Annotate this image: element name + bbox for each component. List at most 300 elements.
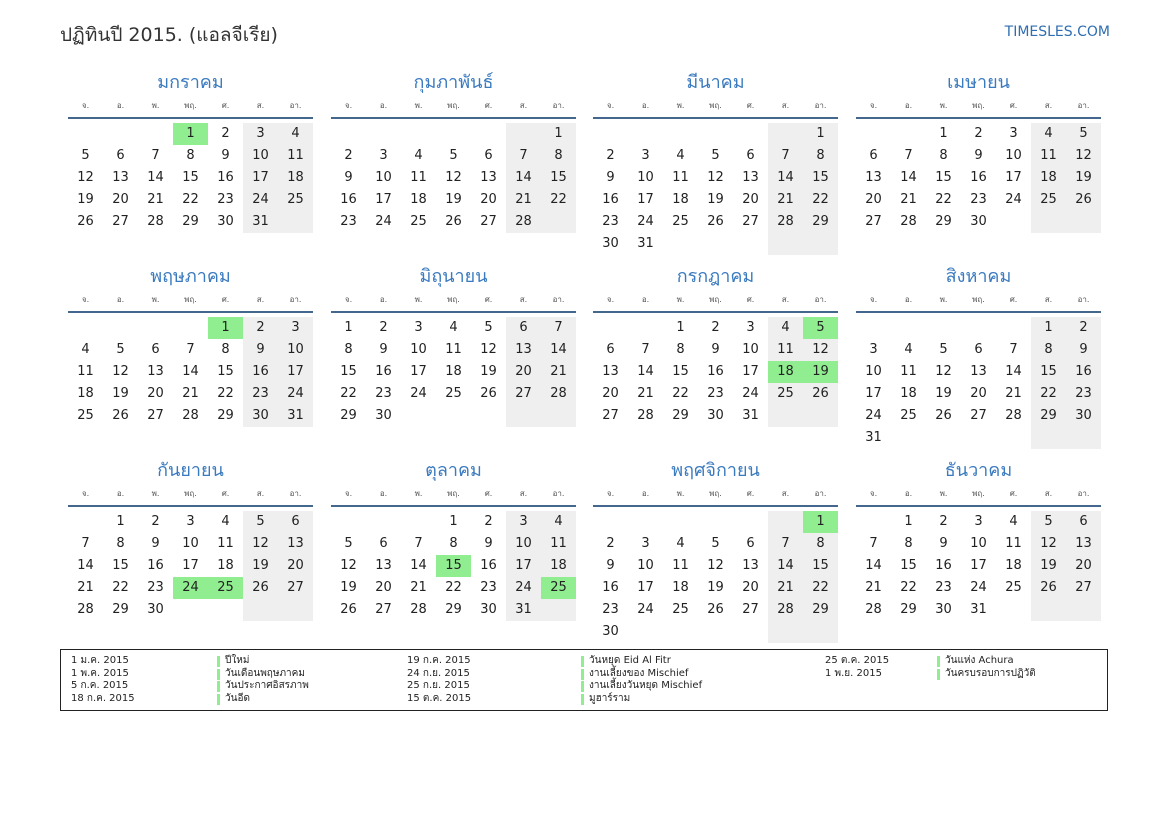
day-cell: 9 <box>221 148 230 163</box>
day-cell: 26 <box>1031 577 1066 599</box>
day-cell: 7 <box>151 148 160 163</box>
month-block <box>68 71 313 233</box>
day-cell: 4 <box>1031 123 1066 145</box>
weekday-label: ส. <box>1044 101 1053 110</box>
day-cell: 6 <box>746 148 755 163</box>
day-cell: 15 <box>217 364 234 379</box>
month-name: พฤศจิกายน <box>671 460 760 481</box>
day-cell: 23 <box>480 580 497 595</box>
day-cell: 8 <box>344 342 353 357</box>
day-cell: 28 <box>410 602 427 617</box>
day-cell: 25 <box>672 602 689 617</box>
day-cell: 21 <box>768 189 803 211</box>
day-cell: 9 <box>711 342 720 357</box>
day-cell: 7 <box>541 317 576 339</box>
day-cell: 16 <box>602 192 619 207</box>
blank-cell <box>401 405 436 427</box>
holiday-name: งานเลี้ยงของ Mischief <box>589 667 689 679</box>
holiday-marker <box>581 669 584 680</box>
day-cell: 26 <box>243 577 278 599</box>
day-cell: 31 <box>278 405 313 427</box>
day-cell: 12 <box>340 558 357 573</box>
day-cell: 21 <box>541 361 576 383</box>
day-cell: 9 <box>939 536 948 551</box>
day-cell: 3 <box>641 148 650 163</box>
holiday-marker <box>217 656 220 667</box>
month-block <box>856 265 1101 449</box>
weekday-header <box>593 485 838 500</box>
day-cell: 6 <box>869 148 878 163</box>
day-cell: 14 <box>865 558 882 573</box>
day-cell: 8 <box>541 145 576 167</box>
blank-cell <box>698 233 733 255</box>
day-cell: 25 <box>1031 189 1066 211</box>
blank-cell <box>996 599 1031 621</box>
weekday-label: พ. <box>676 295 685 304</box>
day-cell: 21 <box>865 580 882 595</box>
day-cell: 9 <box>606 170 615 185</box>
day-cell: 4 <box>449 320 458 335</box>
day-grid <box>593 511 838 643</box>
holiday-marker <box>217 681 220 692</box>
holiday-day-cell: 25 <box>541 577 576 599</box>
day-cell: 21 <box>637 386 654 401</box>
day-cell: 22 <box>445 580 462 595</box>
day-cell: 5 <box>81 148 90 163</box>
day-cell: 18 <box>217 558 234 573</box>
day-cell: 17 <box>506 555 541 577</box>
day-cell: 28 <box>541 383 576 405</box>
weekday-label: ศ. <box>221 295 230 304</box>
day-cell: 22 <box>541 189 576 211</box>
day-cell: 12 <box>1066 145 1101 167</box>
month-name: มีนาคม <box>686 72 745 93</box>
blank-cell <box>628 123 663 145</box>
weekday-label: พฤ. <box>447 489 460 498</box>
blank-cell <box>593 317 628 339</box>
day-cell: 24 <box>865 408 882 423</box>
header-rule <box>856 505 1101 507</box>
blank-cell <box>803 621 838 643</box>
blank-cell <box>803 233 838 255</box>
day-cell: 12 <box>1031 533 1066 555</box>
day-cell: 22 <box>112 580 129 595</box>
day-cell: 11 <box>217 536 234 551</box>
day-cell: 16 <box>340 192 357 207</box>
weekday-label: ส. <box>519 295 528 304</box>
blank-cell <box>593 123 628 145</box>
day-cell: 12 <box>707 558 724 573</box>
day-cell: 15 <box>803 555 838 577</box>
weekday-label: อา. <box>814 295 827 304</box>
day-cell: 8 <box>676 342 685 357</box>
day-cell: 11 <box>1005 536 1022 551</box>
day-grid <box>68 511 313 621</box>
day-cell: 3 <box>641 536 650 551</box>
holiday-name: มูฮาร์ราม <box>589 692 631 704</box>
day-cell: 11 <box>900 364 917 379</box>
weekday-label: ศ. <box>484 489 493 498</box>
day-cell: 4 <box>1009 514 1018 529</box>
header-rule <box>593 117 838 119</box>
month-name: ธันวาคม <box>944 460 1013 481</box>
day-cell: 23 <box>970 192 987 207</box>
blank-cell <box>471 405 506 427</box>
blank-cell <box>366 123 401 145</box>
day-cell: 19 <box>77 192 94 207</box>
weekday-label: ศ. <box>484 101 493 110</box>
weekday-label: อา. <box>552 295 565 304</box>
day-cell: 29 <box>112 602 129 617</box>
day-cell: 6 <box>606 342 615 357</box>
weekday-label: ส. <box>1044 295 1053 304</box>
day-cell: 1 <box>904 514 913 529</box>
day-cell: 18 <box>672 192 689 207</box>
day-cell: 20 <box>742 580 759 595</box>
blank-cell <box>698 621 733 643</box>
day-cell: 1 <box>803 123 838 145</box>
weekday-label: ส. <box>1044 489 1053 498</box>
month-name: เมษายน <box>947 72 1010 93</box>
month-block <box>68 265 313 427</box>
weekday-label: พฤ. <box>184 295 197 304</box>
day-cell: 17 <box>410 364 427 379</box>
day-cell: 8 <box>803 533 838 555</box>
day-cell: 15 <box>935 170 952 185</box>
day-grid <box>593 123 838 255</box>
day-cell: 14 <box>768 167 803 189</box>
blank-cell <box>768 621 803 643</box>
day-cell: 13 <box>147 364 164 379</box>
day-cell: 5 <box>344 536 353 551</box>
weekday-label: อา. <box>289 489 302 498</box>
day-cell: 5 <box>243 511 278 533</box>
day-cell: 22 <box>900 580 917 595</box>
day-cell: 10 <box>182 536 199 551</box>
day-cell: 24 <box>637 602 654 617</box>
header-rule <box>856 311 1101 313</box>
day-cell: 4 <box>414 148 423 163</box>
day-cell: 5 <box>711 148 720 163</box>
day-cell: 23 <box>375 386 392 401</box>
weekday-label: อ. <box>379 101 388 110</box>
holiday-date: 24 ก.ย. 2015 <box>407 667 470 679</box>
day-cell: 13 <box>506 339 541 361</box>
blank-cell <box>208 599 243 621</box>
day-cell: 10 <box>375 170 392 185</box>
weekday-label: อา. <box>814 489 827 498</box>
weekday-label: อ. <box>904 101 913 110</box>
day-cell: 12 <box>243 533 278 555</box>
holiday-date: 18 ก.ค. 2015 <box>71 692 135 704</box>
day-cell: 17 <box>970 558 987 573</box>
month-name: กันยายน <box>157 460 224 481</box>
weekday-label: อ. <box>904 295 913 304</box>
day-cell: 10 <box>506 533 541 555</box>
day-cell: 13 <box>375 558 392 573</box>
day-cell: 11 <box>445 342 462 357</box>
holiday-marker <box>581 681 584 692</box>
day-cell: 22 <box>340 386 357 401</box>
day-cell: 26 <box>707 602 724 617</box>
day-cell: 24 <box>506 577 541 599</box>
day-cell: 1 <box>449 514 458 529</box>
day-cell: 10 <box>243 145 278 167</box>
weekday-label: พฤ. <box>972 489 985 498</box>
weekday-header <box>68 291 313 306</box>
blank-cell <box>366 511 401 533</box>
blank-cell <box>856 123 891 145</box>
day-cell: 11 <box>278 145 313 167</box>
day-cell: 21 <box>182 386 199 401</box>
weekday-label: ส. <box>256 101 265 110</box>
day-cell: 21 <box>1005 386 1022 401</box>
day-cell: 20 <box>480 192 497 207</box>
day-cell: 23 <box>935 580 952 595</box>
day-cell: 15 <box>672 364 689 379</box>
day-cell: 27 <box>742 214 759 229</box>
day-cell: 27 <box>480 214 497 229</box>
day-cell: 21 <box>147 192 164 207</box>
day-cell: 15 <box>1031 361 1066 383</box>
day-cell: 22 <box>1031 383 1066 405</box>
day-cell: 4 <box>676 148 685 163</box>
day-cell: 30 <box>970 214 987 229</box>
day-cell: 20 <box>1066 555 1101 577</box>
weekday-label: อ. <box>116 489 125 498</box>
blank-cell <box>891 123 926 145</box>
blank-cell <box>401 511 436 533</box>
day-cell: 7 <box>186 342 195 357</box>
page-title: ปฏิทินปี 2015. (แอลจีเรีย) <box>60 24 278 46</box>
day-cell: 30 <box>375 408 392 423</box>
month-block <box>856 71 1101 233</box>
day-grid <box>856 317 1101 449</box>
header-rule <box>68 505 313 507</box>
day-cell: 7 <box>506 145 541 167</box>
day-cell: 6 <box>278 511 313 533</box>
month-block <box>331 71 576 233</box>
holiday-name: วันครบรอบการปฏิวัติ <box>945 667 1036 679</box>
day-grid <box>68 123 313 233</box>
weekday-label: พฤ. <box>184 489 197 498</box>
day-cell: 11 <box>672 558 689 573</box>
blank-cell <box>243 599 278 621</box>
day-cell: 16 <box>243 361 278 383</box>
day-cell: 21 <box>768 577 803 599</box>
day-cell: 5 <box>116 342 125 357</box>
weekday-label: อ. <box>641 101 650 110</box>
weekday-label: อ. <box>116 101 125 110</box>
day-cell: 21 <box>506 189 541 211</box>
day-cell: 14 <box>410 558 427 573</box>
weekday-header <box>331 97 576 112</box>
day-cell: 20 <box>375 580 392 595</box>
day-cell: 25 <box>768 383 803 405</box>
blank-cell <box>138 317 173 339</box>
weekday-label: พ. <box>939 489 948 498</box>
day-cell: 3 <box>278 317 313 339</box>
day-cell: 1 <box>939 126 948 141</box>
day-cell: 3 <box>974 514 983 529</box>
holiday-date: 19 ก.ค. 2015 <box>407 655 471 666</box>
holiday-name: วันแห่ง Achura <box>945 655 1014 666</box>
day-cell: 26 <box>480 386 497 401</box>
day-cell: 18 <box>900 386 917 401</box>
blank-cell <box>663 511 698 533</box>
day-cell: 22 <box>217 386 234 401</box>
weekday-label: อา. <box>289 295 302 304</box>
day-cell: 23 <box>602 214 619 229</box>
day-cell: 18 <box>541 555 576 577</box>
day-cell: 25 <box>672 214 689 229</box>
blank-cell <box>278 599 313 621</box>
day-cell: 20 <box>278 555 313 577</box>
day-cell: 12 <box>707 170 724 185</box>
day-cell: 7 <box>414 536 423 551</box>
holiday-marker <box>937 669 940 680</box>
month-name: มิถุนายน <box>419 266 488 287</box>
blank-cell <box>891 427 926 449</box>
weekday-label: จ. <box>344 101 353 110</box>
holiday-date: 25 ก.ย. 2015 <box>407 680 470 691</box>
day-cell: 15 <box>112 558 129 573</box>
day-cell: 14 <box>900 170 917 185</box>
blank-cell <box>698 511 733 533</box>
day-cell: 12 <box>803 339 838 361</box>
day-cell: 13 <box>742 170 759 185</box>
weekday-label: ส. <box>781 295 790 304</box>
day-cell: 11 <box>410 170 427 185</box>
day-cell: 6 <box>484 148 493 163</box>
day-cell: 2 <box>344 148 353 163</box>
day-cell: 18 <box>77 386 94 401</box>
weekday-header <box>856 485 1101 500</box>
day-cell: 16 <box>1066 361 1101 383</box>
day-cell: 25 <box>278 189 313 211</box>
weekday-label: พ. <box>414 295 423 304</box>
weekday-header <box>68 97 313 112</box>
day-cell: 10 <box>637 170 654 185</box>
blank-cell <box>1066 211 1101 233</box>
blank-cell <box>733 621 768 643</box>
month-name: สิงหาคม <box>945 266 1012 287</box>
holiday-day-cell: 24 <box>173 577 208 599</box>
day-cell: 2 <box>606 536 615 551</box>
day-cell: 4 <box>541 511 576 533</box>
day-cell: 3 <box>243 123 278 145</box>
holiday-date: 1 ม.ค. 2015 <box>71 655 129 666</box>
day-cell: 6 <box>1066 511 1101 533</box>
day-cell: 1 <box>116 514 125 529</box>
blank-cell <box>1066 427 1101 449</box>
day-cell: 9 <box>974 148 983 163</box>
day-cell: 3 <box>186 514 195 529</box>
holiday-marker <box>217 694 220 705</box>
weekday-header <box>331 291 576 306</box>
day-cell: 29 <box>900 602 917 617</box>
weekday-label: พฤ. <box>709 101 722 110</box>
day-cell: 26 <box>340 602 357 617</box>
holiday-marker <box>217 669 220 680</box>
day-cell: 19 <box>1066 167 1101 189</box>
day-cell: 22 <box>803 189 838 211</box>
header-rule <box>593 505 838 507</box>
day-cell: 14 <box>1005 364 1022 379</box>
day-cell: 10 <box>742 342 759 357</box>
day-cell: 5 <box>711 536 720 551</box>
day-cell: 25 <box>445 386 462 401</box>
day-cell: 29 <box>182 214 199 229</box>
weekday-label: จ. <box>606 489 615 498</box>
day-cell: 26 <box>707 214 724 229</box>
blank-cell <box>768 233 803 255</box>
blank-cell <box>663 621 698 643</box>
weekday-header <box>331 485 576 500</box>
day-cell: 20 <box>506 361 541 383</box>
month-block <box>593 265 838 427</box>
holiday-date: 5 ก.ค. 2015 <box>71 680 129 691</box>
day-cell: 24 <box>278 383 313 405</box>
day-cell: 7 <box>768 145 803 167</box>
blank-cell <box>593 511 628 533</box>
blank-cell <box>733 123 768 145</box>
day-cell: 19 <box>1031 555 1066 577</box>
day-cell: 6 <box>379 536 388 551</box>
weekday-label: พ. <box>414 489 423 498</box>
day-cell: 6 <box>151 342 160 357</box>
day-cell: 28 <box>77 602 94 617</box>
day-cell: 26 <box>1066 189 1101 211</box>
holiday-day-cell: 25 <box>208 577 243 599</box>
weekday-label: จ. <box>344 295 353 304</box>
blank-cell <box>1031 427 1066 449</box>
day-cell: 5 <box>1031 511 1066 533</box>
day-cell: 2 <box>379 320 388 335</box>
blank-cell <box>471 123 506 145</box>
day-cell: 10 <box>637 558 654 573</box>
day-cell: 24 <box>742 386 759 401</box>
day-cell: 30 <box>707 408 724 423</box>
day-cell: 26 <box>445 214 462 229</box>
day-cell: 8 <box>221 342 230 357</box>
day-cell: 25 <box>1005 580 1022 595</box>
weekday-label: จ. <box>869 101 878 110</box>
day-cell: 24 <box>637 214 654 229</box>
day-cell: 30 <box>602 236 619 251</box>
weekday-label: จ. <box>81 295 90 304</box>
day-cell: 3 <box>869 342 878 357</box>
day-cell: 8 <box>904 536 913 551</box>
day-cell: 14 <box>541 339 576 361</box>
day-cell: 11 <box>768 339 803 361</box>
blank-cell <box>996 317 1031 339</box>
site-link[interactable]: TIMESLES.COM <box>1004 24 1110 40</box>
holiday-name: งานเลี้ยงวันหยุด Mischief <box>589 680 703 691</box>
month-name: พฤษภาคม <box>150 266 231 287</box>
day-cell: 23 <box>602 602 619 617</box>
day-cell: 12 <box>112 364 129 379</box>
day-cell: 4 <box>81 342 90 357</box>
day-cell: 1 <box>676 320 685 335</box>
day-cell: 17 <box>243 167 278 189</box>
weekday-label: อ. <box>904 489 913 498</box>
blank-cell <box>541 211 576 233</box>
day-cell: 11 <box>672 170 689 185</box>
day-cell: 3 <box>506 511 541 533</box>
day-grid <box>331 317 576 427</box>
day-cell: 24 <box>410 386 427 401</box>
